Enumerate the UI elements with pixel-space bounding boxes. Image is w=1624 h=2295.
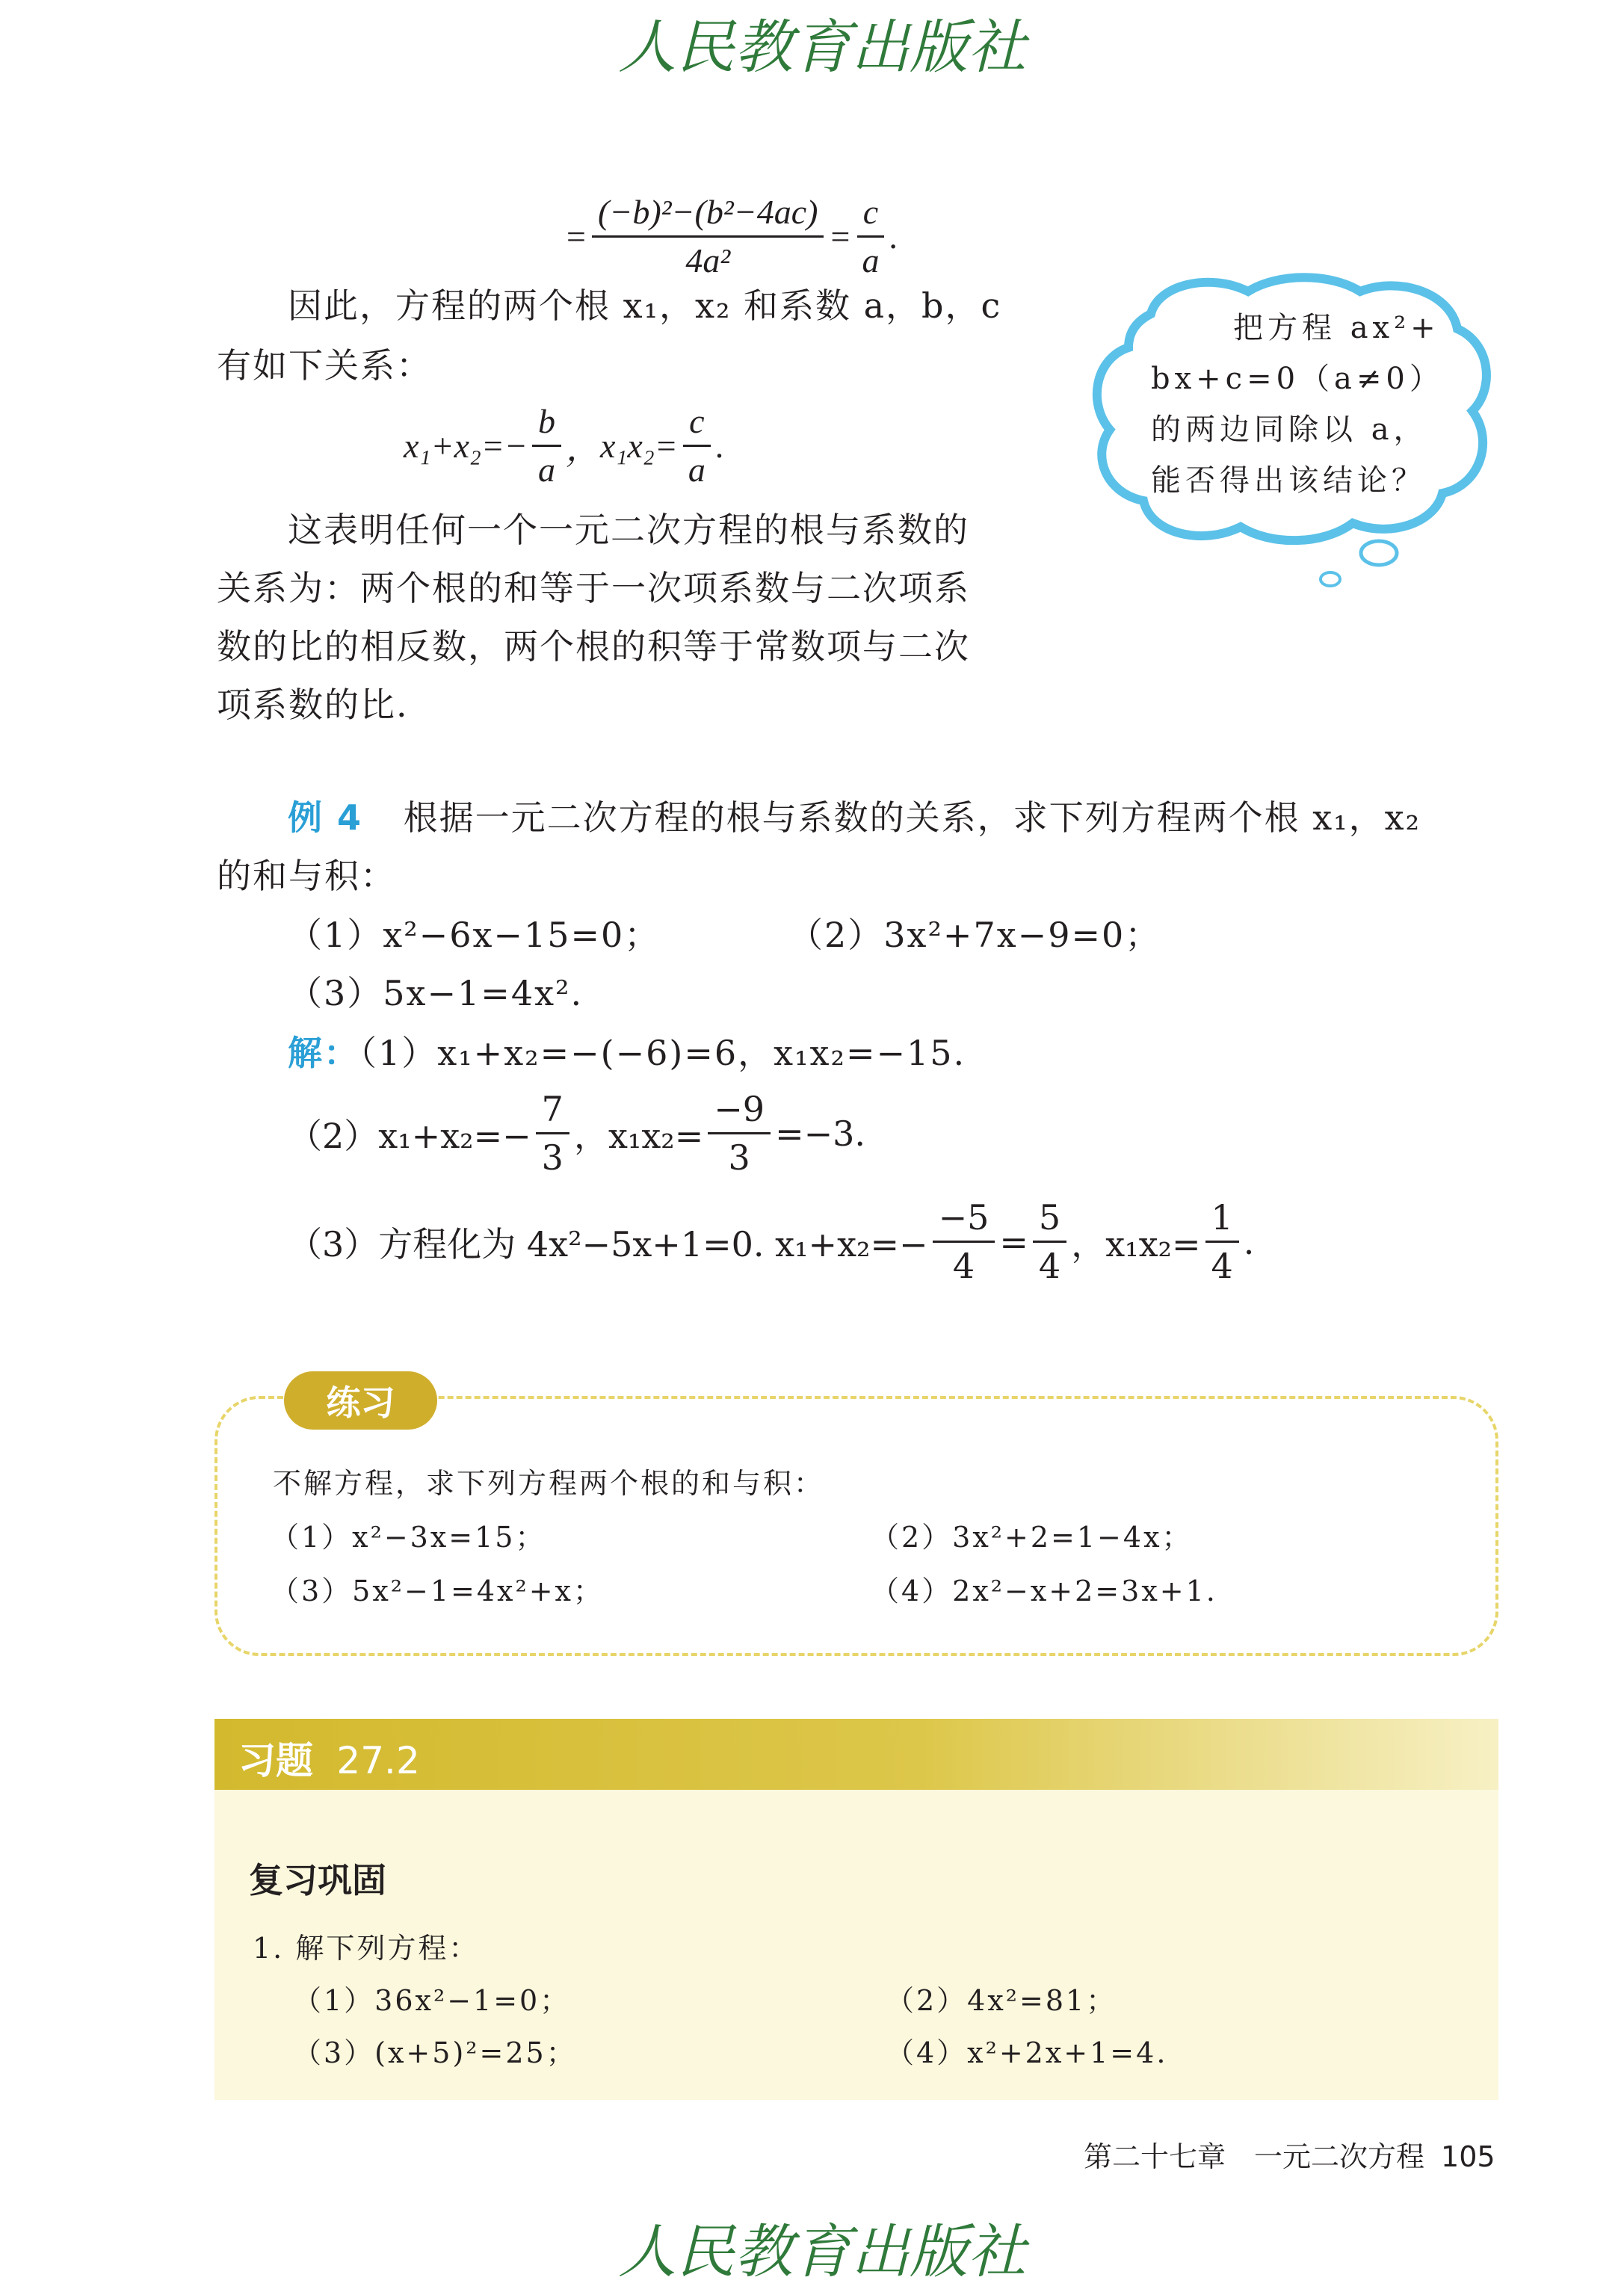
- equals-sign: =: [564, 217, 588, 256]
- fraction-denominator: 3: [541, 1137, 564, 1178]
- fraction: [1205, 1196, 1239, 1288]
- fraction-denominator: a: [537, 451, 555, 489]
- fraction-denominator: 3: [728, 1137, 750, 1178]
- fraction: [933, 1196, 995, 1288]
- fraction: [708, 1087, 771, 1179]
- fraction: [682, 400, 711, 492]
- practice-intro: 不解方程，求下列方程两个根的和与积：: [273, 1467, 825, 1500]
- paragraph-roots-relation-intro: 因此，方程的两个根 x₁，x₂ 和系数 a，b，c: [288, 285, 1002, 326]
- fraction-denominator: 4: [952, 1246, 975, 1286]
- solution-text: ，x₁x₂=: [573, 1115, 704, 1156]
- equals-sign: =: [999, 1221, 1028, 1262]
- paragraph-line: 这表明任何一个一元二次方程的根与系数的: [288, 510, 969, 550]
- equals-sign: =: [828, 217, 852, 256]
- exercise-header-bar: [214, 1719, 1498, 1790]
- cloud-text: [1151, 303, 1450, 506]
- fraction-denominator: a: [862, 241, 880, 279]
- exercise-item: （4）x²+2x+1=4.: [886, 2036, 1168, 2069]
- exercise-item: （3）(x+5)²=25；: [293, 2036, 577, 2069]
- example-label: 例 4: [288, 797, 363, 838]
- fraction: [856, 191, 886, 282]
- practice-item: （2）3x²+2=1−4x；: [871, 1521, 1193, 1554]
- fraction-numerator: −9: [708, 1087, 771, 1134]
- fraction-numerator: (−b)²−(b²−4ac): [592, 191, 824, 238]
- paragraph-line: 有如下关系：: [217, 345, 432, 386]
- fraction-denominator: a: [688, 451, 706, 489]
- product-lhs: x₁x₂=: [599, 427, 678, 465]
- fraction-numerator: 7: [536, 1087, 569, 1134]
- solution-part-2: [288, 1087, 865, 1179]
- solution-label: 解：: [288, 1033, 359, 1073]
- example-item: （1）x²−6x−15=0；: [288, 915, 661, 955]
- practice-item: （3）5x²−1=4x²+x；: [271, 1575, 604, 1607]
- exercise-item: （2）4x²=81；: [886, 1984, 1117, 2017]
- cloud-line: bx+c=0（a≠0）: [1151, 362, 1444, 396]
- exercise-header-label: 习题: [238, 1739, 313, 1782]
- derivation-equation: [564, 191, 898, 282]
- example-4-statement: [288, 788, 1521, 847]
- cloud-line: 能否得出该结论？: [1151, 463, 1426, 498]
- practice-tag: [284, 1371, 437, 1430]
- cloud-line: 的两边同除以 a，: [1151, 413, 1428, 447]
- solution-text: =−3.: [775, 1113, 866, 1154]
- solution-text: （1）x₁+x₂=−(−6)=6，x₁x₂=−15.: [359, 1033, 966, 1073]
- exercise-header: [238, 1731, 420, 1785]
- fraction: [1033, 1196, 1066, 1288]
- paragraph-line: 关系为：两个根的和等于一次项系数与二次项系: [217, 568, 970, 608]
- chapter-title: 第二十七章 一元二次方程: [1084, 2140, 1425, 2173]
- practice-item: （4）2x²−x+2=3x+1.: [871, 1575, 1217, 1607]
- period: .: [1243, 1221, 1255, 1262]
- solution-part-1: [288, 1024, 1409, 1082]
- publisher-logo-text: 人民教育出版社: [617, 14, 1027, 81]
- publisher-logo-top: [583, 7, 1061, 90]
- separator: ，: [565, 429, 600, 468]
- practice-tag-label: 练习: [326, 1383, 395, 1423]
- fraction-numerator: c: [857, 191, 884, 238]
- practice-item: （1）x²−3x=15；: [271, 1521, 546, 1554]
- solution-text: （2）x₁+x₂=−: [288, 1115, 531, 1156]
- publisher-logo-text: 人民教育出版社: [617, 2219, 1027, 2286]
- section-title: 复习巩固: [249, 1860, 386, 1900]
- fraction-numerator: −5: [933, 1196, 995, 1243]
- solution-text: ，x₁x₂=: [1071, 1223, 1201, 1264]
- example-item: （3）5x−1=4x².: [288, 973, 584, 1013]
- fraction-numerator: b: [532, 400, 561, 447]
- example-text-line2: 的和与积：: [217, 856, 396, 896]
- fraction: [592, 191, 824, 282]
- exercise-item: （1）36x²−1=0；: [293, 1984, 571, 2017]
- example-item: （2）3x²+7x−9=0；: [788, 915, 1161, 955]
- paragraph-line: 项系数的比.: [217, 685, 409, 725]
- fraction-denominator: 4a²: [685, 241, 731, 279]
- period: .: [715, 427, 725, 465]
- fraction-denominator: 4: [1211, 1246, 1233, 1286]
- fraction-numerator: 1: [1205, 1196, 1239, 1243]
- publisher-logo-bottom: [583, 2212, 1061, 2294]
- question-1: 1. 解下列方程：: [253, 1932, 480, 1965]
- fraction-numerator: 5: [1033, 1196, 1066, 1243]
- fraction: [536, 1087, 569, 1179]
- page-footer: [1084, 2134, 1495, 2175]
- solution-part-3: [288, 1196, 1254, 1288]
- fraction-numerator: c: [683, 400, 710, 447]
- vieta-formulas: [404, 400, 724, 492]
- cloud-line: 把方程 ax²+: [1233, 311, 1440, 345]
- fraction-denominator: 4: [1038, 1246, 1061, 1286]
- example-text: 根据一元二次方程的根与系数的关系，求下列方程两个根 x₁，x₂: [403, 797, 1421, 838]
- fraction: [532, 400, 561, 492]
- exercise-header-number: 27.2: [336, 1739, 420, 1782]
- paragraph-line: 数的比的相反数，两个根的积等于常数项与二次: [217, 626, 970, 667]
- sum-lhs: x₁+x₂=−: [404, 427, 528, 465]
- page-number: 105: [1441, 2140, 1495, 2173]
- period: .: [889, 217, 898, 256]
- solution-text: （3）方程化为 4x²−5x+1=0. x₁+x₂=−: [288, 1223, 928, 1264]
